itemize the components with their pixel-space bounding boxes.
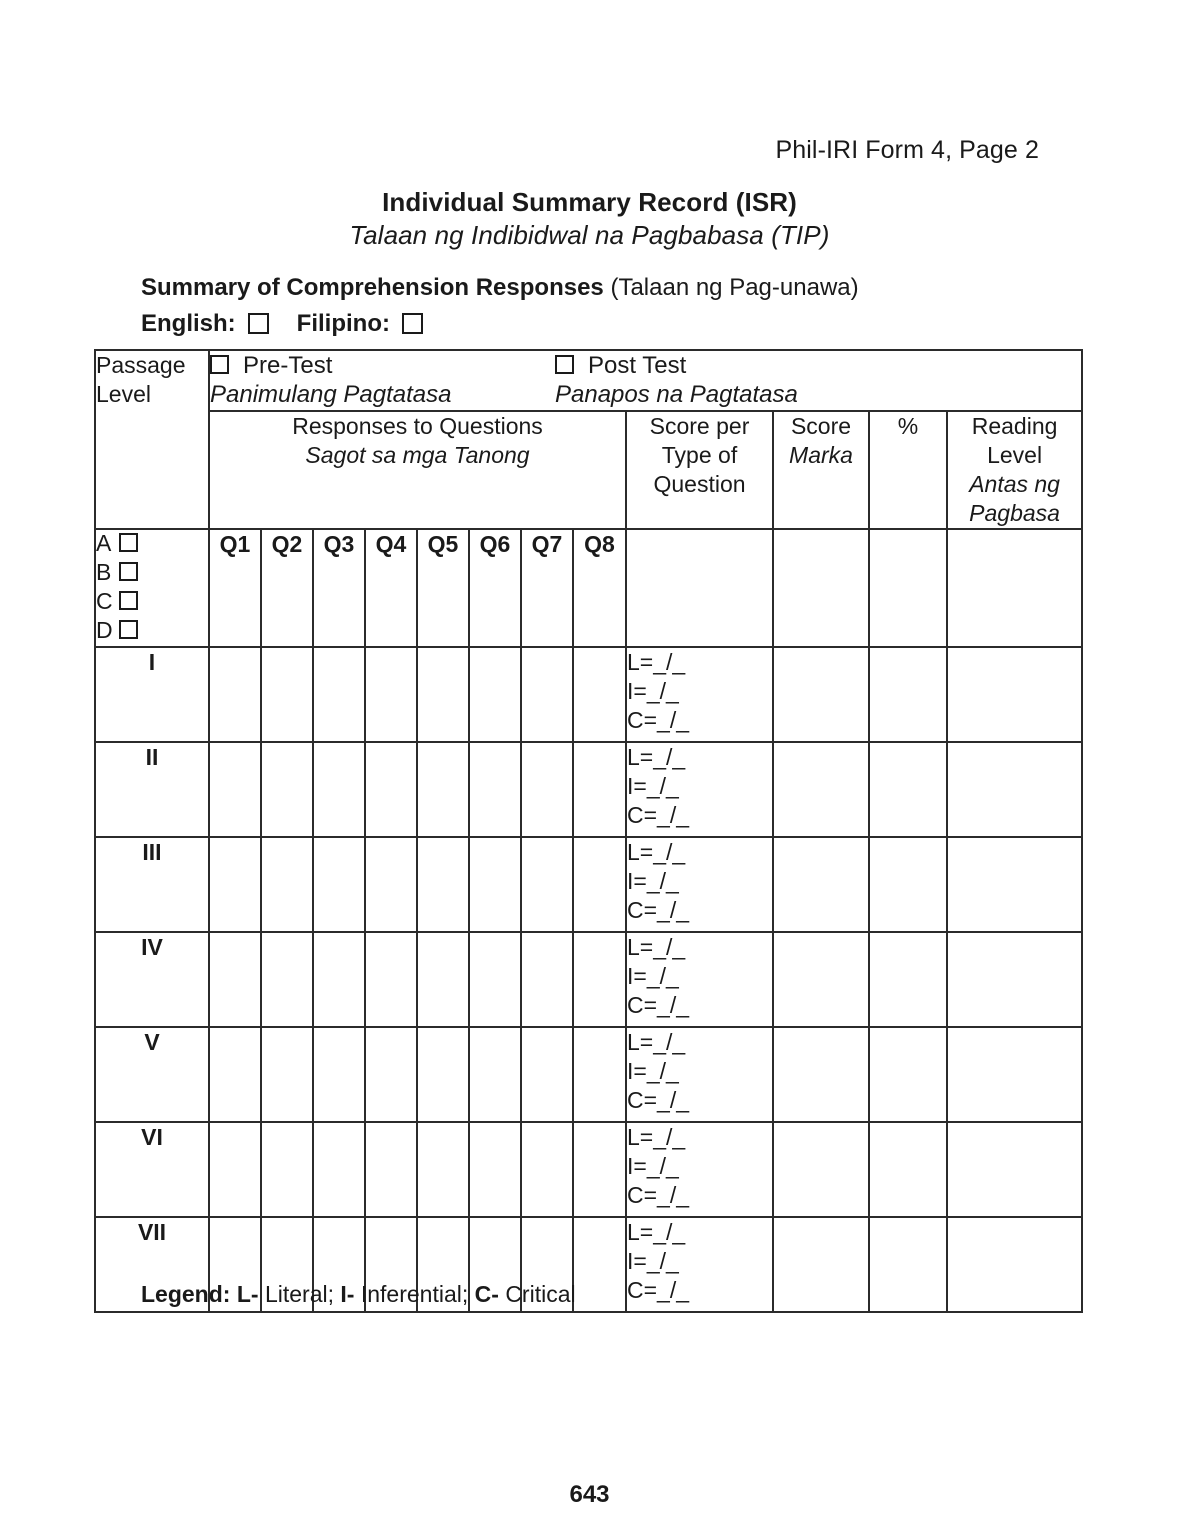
response-cell-q5[interactable] (417, 932, 469, 1027)
response-cell-q7[interactable] (521, 1027, 573, 1122)
score-cell[interactable] (773, 742, 869, 837)
passage-option-b-label: B (96, 558, 112, 585)
question-header-q4: Q4 (365, 529, 417, 647)
score-line: I=_/_ (627, 678, 679, 704)
score-line: C=_/_ (627, 707, 690, 733)
language-selection (141, 310, 423, 338)
response-cell-q5[interactable] (417, 647, 469, 742)
passage-options-cell (95, 529, 209, 647)
passage-level-header-cell (95, 350, 209, 529)
response-cell-q6[interactable] (469, 742, 521, 837)
response-cell-q6[interactable] (469, 837, 521, 932)
table-body (95, 647, 1082, 1312)
english-label: English: (141, 310, 236, 337)
legend-meaning-critical: Critical (505, 1281, 576, 1307)
score-line: C=_/_ (627, 992, 690, 1018)
section-subtitle (141, 274, 859, 302)
page-number: 643 (569, 1481, 610, 1508)
question-header-q6: Q6 (469, 529, 521, 647)
passage-option-a[interactable] (96, 530, 208, 556)
response-cell-q6[interactable] (469, 932, 521, 1027)
response-cell-q5[interactable] (417, 1027, 469, 1122)
reading-level-filipino-line1: Antas ng (969, 471, 1060, 497)
pre-test-label: Pre-Test (243, 352, 333, 379)
score-cell[interactable] (773, 1027, 869, 1122)
responses-to-questions-header (209, 411, 626, 529)
response-cell-q1[interactable] (209, 932, 261, 1027)
score-line: L=_/_ (627, 744, 686, 770)
response-cell-q1[interactable] (209, 1027, 261, 1122)
score-line: C=_/_ (627, 897, 690, 923)
table-row (95, 932, 1082, 1027)
legend (141, 1281, 576, 1308)
passage-option-c-label: C (96, 587, 113, 614)
passage-option-d-checkbox[interactable] (119, 620, 138, 639)
score-line: I=_/_ (627, 1153, 679, 1179)
reading-level-header (947, 411, 1082, 529)
percent-cell[interactable] (869, 837, 947, 932)
response-cell-q2[interactable] (261, 932, 313, 1027)
response-cell-q8[interactable] (573, 742, 626, 837)
response-cell-q5[interactable] (417, 742, 469, 837)
response-cell-q2[interactable] (261, 1122, 313, 1217)
score-line: L=_/_ (627, 1219, 686, 1245)
row-passage-level: VII (95, 1217, 209, 1312)
response-cell-q4[interactable] (365, 647, 417, 742)
response-cell-q2[interactable] (261, 1027, 313, 1122)
score-cell[interactable] (773, 1217, 869, 1312)
score-line: I=_/_ (627, 1248, 679, 1274)
passage-level-header-line1: Passage (96, 352, 186, 378)
percent-cell[interactable] (869, 647, 947, 742)
score-line: C=_/_ (627, 1087, 690, 1113)
response-cell-q8[interactable] (573, 837, 626, 932)
question-header-q7: Q7 (521, 529, 573, 647)
response-cell-q3[interactable] (313, 1027, 365, 1122)
response-cell-q4[interactable] (365, 1122, 417, 1217)
response-cell-q7[interactable] (521, 647, 573, 742)
score-per-type-line1: Score per (649, 413, 750, 439)
passage-option-d[interactable] (96, 617, 208, 643)
responses-header-filipino: Sagot sa mga Tanong (305, 442, 530, 468)
reading-level-cell[interactable] (947, 1027, 1082, 1122)
percent-cell[interactable] (869, 1027, 947, 1122)
question-header-q1: Q1 (209, 529, 261, 647)
row-passage-level: V (95, 1027, 209, 1122)
percent-header-label: % (897, 413, 919, 439)
score-per-type-line3: Question (653, 471, 746, 497)
response-cell-q6[interactable] (469, 1027, 521, 1122)
score-line: C=_/_ (627, 802, 690, 828)
row-passage-level: VI (95, 1122, 209, 1217)
response-cell-q5[interactable] (417, 1122, 469, 1217)
percent-header (869, 411, 947, 529)
score-line: L=_/_ (627, 1029, 686, 1055)
response-cell-q4[interactable] (365, 932, 417, 1027)
table-row (95, 1122, 1082, 1217)
score-line: C=_/_ (627, 1277, 690, 1303)
response-cell-q1[interactable] (209, 837, 261, 932)
response-cell-q7[interactable] (521, 742, 573, 837)
reading-level-cell[interactable] (947, 1122, 1082, 1217)
response-cell-q7[interactable] (521, 837, 573, 932)
question-header-q5: Q5 (417, 529, 469, 647)
response-cell-q1[interactable] (209, 647, 261, 742)
score-line: I=_/_ (627, 963, 679, 989)
reading-level-cell[interactable] (947, 837, 1082, 932)
score-per-type-cell[interactable] (626, 1122, 773, 1217)
question-header-q3: Q3 (313, 529, 365, 647)
section-subtitle-english: Summary of Comprehension Responses (141, 274, 604, 301)
question-header-q8: Q8 (573, 529, 626, 647)
percent-cell[interactable] (869, 1217, 947, 1312)
row-passage-level: II (95, 742, 209, 837)
question-header-q2: Q2 (261, 529, 313, 647)
score-cell[interactable] (773, 837, 869, 932)
score-cell[interactable] (773, 647, 869, 742)
legend-meaning-inferential: Inferential; (360, 1281, 469, 1307)
response-cell-q1[interactable] (209, 742, 261, 837)
row-passage-level: IV (95, 932, 209, 1027)
passage-option-a-checkbox[interactable] (119, 533, 138, 552)
reading-level-cell[interactable] (947, 647, 1082, 742)
response-cell-q3[interactable] (313, 742, 365, 837)
response-cell-q4[interactable] (365, 837, 417, 932)
page-title-filipino: Talaan ng Indibidwal na Pagbabasa (TIP) (349, 220, 830, 250)
percent-subheader (869, 529, 947, 647)
percent-cell[interactable] (869, 932, 947, 1027)
score-line: L=_/_ (627, 839, 686, 865)
score-cell[interactable] (773, 932, 869, 1027)
score-cell[interactable] (773, 1122, 869, 1217)
reading-level-cell[interactable] (947, 1217, 1082, 1312)
reading-level-cell[interactable] (947, 932, 1082, 1027)
passage-option-b[interactable] (96, 559, 208, 585)
row-passage-level: III (95, 837, 209, 932)
response-cell-q8[interactable] (573, 647, 626, 742)
score-per-type-cell[interactable] (626, 932, 773, 1027)
response-cell-q6[interactable] (469, 1122, 521, 1217)
score-header-english: Score (790, 413, 852, 439)
reading-level-line2: Level (987, 442, 1043, 468)
table-row (95, 837, 1082, 932)
response-cell-q2[interactable] (261, 742, 313, 837)
response-cell-q8[interactable] (573, 1122, 626, 1217)
passage-option-c[interactable] (96, 588, 208, 614)
table-row (95, 742, 1082, 837)
test-type-cell (209, 350, 1082, 411)
pre-test-checkbox[interactable] (210, 355, 229, 374)
legend-meaning-literal: Literal; (264, 1281, 334, 1307)
post-test-label-filipino: Panapos na Pagtatasa (555, 381, 798, 408)
response-cell-q8[interactable] (573, 932, 626, 1027)
percent-cell[interactable] (869, 1122, 947, 1217)
table-header-test-type-row (95, 350, 1082, 411)
post-test-checkbox[interactable] (555, 355, 574, 374)
test-type-filipino-row (210, 380, 1081, 410)
filipino-label: Filipino: (296, 310, 390, 337)
score-per-type-line2: Type of (661, 442, 738, 468)
response-cell-q7[interactable] (521, 1122, 573, 1217)
passage-option-c-checkbox[interactable] (119, 591, 138, 610)
reading-level-cell[interactable] (947, 742, 1082, 837)
response-cell-q2[interactable] (261, 647, 313, 742)
score-header (773, 411, 869, 529)
section-subtitle-filipino: (Talaan ng Pag-unawa) (610, 274, 859, 301)
response-cell-q3[interactable] (313, 932, 365, 1027)
response-cell-q3[interactable] (313, 1122, 365, 1217)
post-test-option[interactable] (555, 351, 686, 380)
score-header-filipino: Marka (789, 442, 853, 468)
score-line: L=_/_ (627, 649, 686, 675)
form-reference: Phil-IRI Form 4, Page 2 (775, 136, 1039, 164)
score-per-type-cell[interactable] (626, 1027, 773, 1122)
post-test-label: Post Test (588, 352, 687, 379)
legend-code-critical: C- (474, 1281, 499, 1307)
response-cell-q7[interactable] (521, 932, 573, 1027)
response-cell-q2[interactable] (261, 837, 313, 932)
comprehension-summary-table (94, 349, 1083, 1313)
response-cell-q5[interactable] (417, 837, 469, 932)
legend-code-literal: L- (236, 1281, 259, 1307)
response-cell-q1[interactable] (209, 1122, 261, 1217)
score-line: I=_/_ (627, 773, 679, 799)
response-cell-q4[interactable] (365, 742, 417, 837)
score-line: L=_/_ (627, 934, 686, 960)
table-row (95, 647, 1082, 742)
question-label-row (95, 529, 1082, 647)
score-line: C=_/_ (627, 1182, 690, 1208)
score-per-type-cell[interactable] (626, 742, 773, 837)
response-cell-q6[interactable] (469, 647, 521, 742)
filipino-checkbox[interactable] (402, 313, 423, 334)
score-per-type-cell[interactable] (626, 837, 773, 932)
passage-level-header-line2: Level (96, 381, 151, 407)
score-line: L=_/_ (627, 1124, 686, 1150)
score-per-type-cell[interactable] (626, 647, 773, 742)
english-checkbox[interactable] (248, 313, 269, 334)
row-passage-level: I (95, 647, 209, 742)
responses-header-english: Responses to Questions (292, 413, 543, 439)
score-per-type-subheader (626, 529, 773, 647)
reading-level-filipino-line2: Pagbasa (969, 500, 1060, 526)
percent-cell[interactable] (869, 742, 947, 837)
passage-option-b-checkbox[interactable] (119, 562, 138, 581)
score-line: I=_/_ (627, 1058, 679, 1084)
legend-label: Legend: (141, 1281, 231, 1307)
response-cell-q3[interactable] (313, 647, 365, 742)
pre-test-label-filipino: Panimulang Pagtatasa (210, 381, 452, 408)
score-line: I=_/_ (627, 868, 679, 894)
table-row (95, 1027, 1082, 1122)
response-cell-q4[interactable] (365, 1027, 417, 1122)
legend-code-inferential: I- (340, 1281, 355, 1307)
reading-level-subheader (947, 529, 1082, 647)
passage-option-d-label: D (96, 616, 113, 643)
pre-test-option[interactable] (210, 351, 555, 380)
reading-level-line1: Reading (971, 413, 1058, 439)
page-title: Individual Summary Record (ISR) (382, 187, 797, 217)
passage-option-a-label: A (96, 529, 112, 556)
response-cell-q3[interactable] (313, 837, 365, 932)
score-subheader (773, 529, 869, 647)
test-type-row (210, 351, 1081, 380)
score-per-type-header (626, 411, 773, 529)
response-cell-q8[interactable] (573, 1217, 626, 1312)
score-per-type-cell[interactable] (626, 1217, 773, 1312)
document-title-block (0, 186, 1179, 252)
table-header-columns-row (95, 411, 1082, 529)
response-cell-q8[interactable] (573, 1027, 626, 1122)
